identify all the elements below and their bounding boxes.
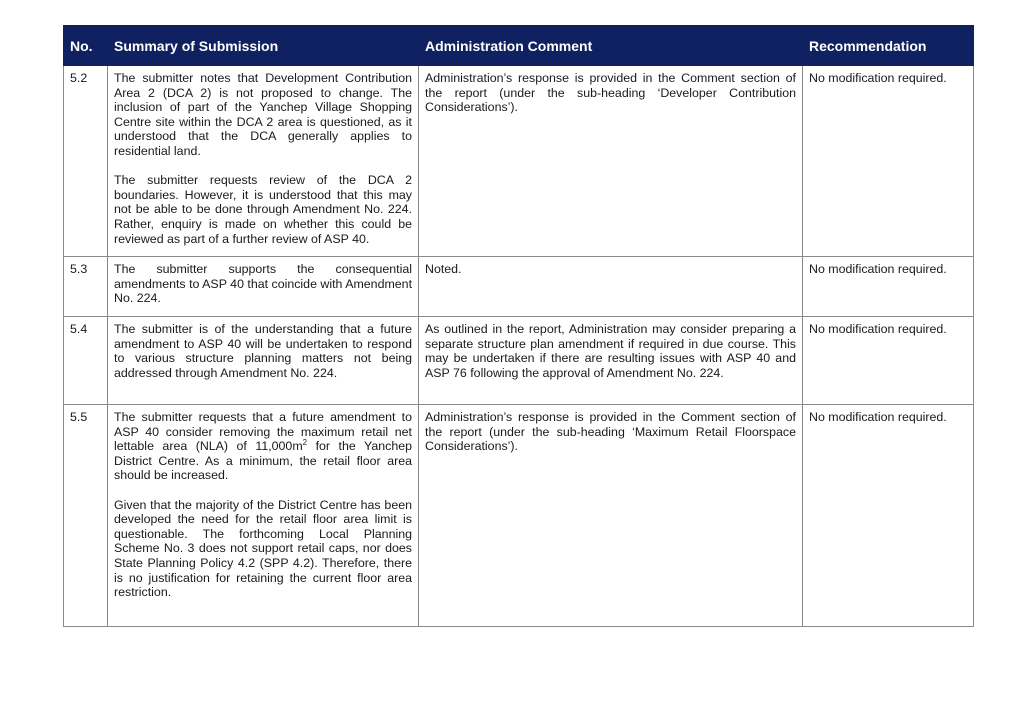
- summary-paragraph: Given that the majority of the District Centre has been developed the need for the retail floor area limit is questionable. The forthcoming Local Planning Scheme No. 3 does not support retail caps, nor does State Planning Policy 4.2 (SPP 4.2). Therefore, there is no justification for retaining the current floor area restriction.: [114, 497, 412, 600]
- comment-cell: Administration’s response is provided in the Comment section of the report (under the sub-heading ‘Developer Contribution Considerations’).: [419, 66, 803, 257]
- summary-text: for the Yanchep District Centre. As a minimum, the retail floor area should be increased.: [114, 439, 412, 483]
- summary-paragraph: The submitter notes that Development Contribution Area 2 (DCA 2) is not proposed to change. The inclusion of part of the Yanchep Village Shopping Centre site within the DCA 2 area is questioned, as it understood that the DCA generally applies to residential land.: [114, 71, 412, 158]
- summary-cell: [108, 257, 419, 317]
- row-number: 5.2: [64, 66, 108, 257]
- comment-cell: Administration’s response is provided in the Comment section of the report (under the sub-heading ‘Maximum Retail Floorspace Considerations’).: [419, 405, 803, 627]
- table-row: [64, 66, 974, 257]
- recommendation-cell: No modification required.: [803, 66, 974, 257]
- summary-cell: [108, 66, 419, 257]
- summary-paragraph: [114, 410, 412, 483]
- table-row: [64, 405, 974, 627]
- row-number: 5.4: [64, 317, 108, 405]
- table-header-row: [64, 26, 974, 66]
- summary-paragraph: The submitter requests review of the DCA 2 boundaries. However, it is understood that this may not be able to be done through Amendment No. 224. Rather, enquiry is made on whether this could be reviewed as part of a further review of ASP 40.: [114, 173, 412, 246]
- table-row: [64, 257, 974, 317]
- superscript: 2: [302, 438, 308, 448]
- submissions-table: [63, 25, 974, 627]
- column-header-recommendation: Recommendation: [803, 26, 974, 66]
- column-header-summary: Summary of Submission: [108, 26, 419, 66]
- comment-cell: Noted.: [419, 257, 803, 317]
- row-number: 5.5: [64, 405, 108, 627]
- recommendation-cell: No modification required.: [803, 317, 974, 405]
- summary-cell: [108, 405, 419, 627]
- summary-paragraph: The submitter supports the consequential amendments to ASP 40 that coincide with Amendment No. 224.: [114, 262, 413, 306]
- recommendation-cell: No modification required.: [803, 257, 974, 317]
- summary-paragraph: The submitter is of the understanding that a future amendment to ASP 40 will be undertaken to respond to various structure planning matters not being addressed through Amendment No. 224.: [114, 322, 412, 380]
- table-row: [64, 317, 974, 405]
- column-header-comment: Administration Comment: [419, 26, 803, 66]
- summary-text: The submitter requests that a future amendment to ASP 40 consider removing the maximum retail net lettable area (NLA) of 11,000m: [114, 410, 412, 454]
- row-number: 5.3: [64, 257, 108, 317]
- column-header-no: No.: [64, 26, 108, 66]
- summary-cell: [108, 317, 419, 405]
- recommendation-cell: No modification required.: [803, 405, 974, 627]
- comment-cell: As outlined in the report, Administration may consider preparing a separate structure plan amendment if required in due course. This may be undertaken if there are resulting issues with ASP 40 and ASP 76 following the approval of Amendment No. 224.: [419, 317, 803, 405]
